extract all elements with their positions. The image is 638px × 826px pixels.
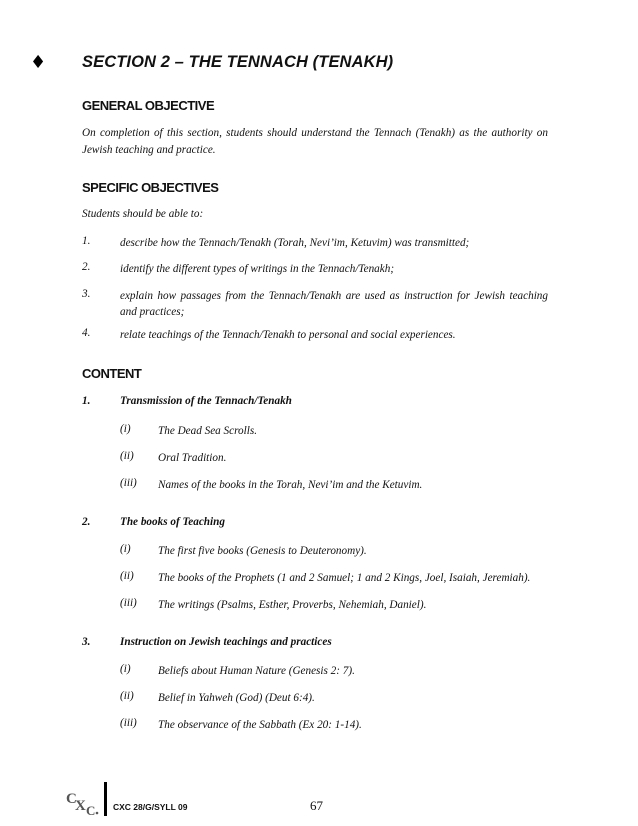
content-sub-num: (ii) [120,450,134,462]
content-group-num: 1. [82,395,91,407]
content-sub-text: Beliefs about Human Nature (Genesis 2: 7). [158,665,355,677]
footer-code: CXC 28/G/SYLL 09 [113,802,188,812]
specific-objectives-heading: SPECIFIC OBJECTIVES [82,180,219,195]
content-sub-text: The Dead Sea Scrolls. [158,425,258,437]
objective-text: identify the different types of writings in the Tennach/Tenakh; [120,263,395,275]
objective-num: 4. [82,327,91,339]
section-title: SECTION 2 – THE TENNACH (TENAKH) [82,53,394,71]
content-sub-num: (iii) [120,477,137,489]
content-sub-num: (iii) [120,597,137,609]
svg-text:X: X [75,798,86,814]
content-group-title: Instruction on Jewish teachings and practices [120,636,332,648]
page-number: 67 [310,798,323,813]
content-sub-text: The first five books (Genesis to Deuteronomy). [158,545,367,557]
objective-num: 3. [82,288,91,300]
content-group-num: 3. [82,636,91,648]
content-sub-text: Oral Tradition. [158,452,227,464]
content-heading: CONTENT [82,366,142,381]
content-sub-text: The writings (Psalms, Esther, Proverbs, Nehemiah, Daniel). [158,599,427,611]
svg-text:C: C [66,791,77,807]
svg-text:C: C [86,803,96,816]
content-group-num: 2. [82,516,91,528]
objective-num: 2. [82,261,91,273]
content-sub-text: The observance of the Sabbath (Ex 20: 1-14). [158,719,362,731]
objective-text: explain how passages from the Tennach/Tenakh are used as instruction for Jewish teaching [120,290,548,302]
content-sub-num: (i) [120,423,131,435]
general-objective-heading: GENERAL OBJECTIVE [82,98,215,113]
content-sub-num: (ii) [120,570,134,582]
general-objective-text [82,125,548,159]
content-sub-num: (i) [120,543,131,555]
cxc-logo-icon [66,788,100,816]
general-objective-line-2: Jewish teaching and practice. [82,144,216,156]
footer-divider [104,782,107,816]
specific-objectives-intro: Students should be able to: [82,208,204,220]
content-sub-num: (ii) [120,690,134,702]
general-objective-line-1: On completion of this section, students should understand the Tennach (Tenakh) as the authority on [82,127,548,139]
objective-text-continued: and practices; [120,306,185,318]
content-group-title: The books of Teaching [120,516,225,528]
objective-text: describe how the Tennach/Tenakh (Torah, Nevi’im, Ketuvim) was transmitted; [120,237,470,249]
content-sub-text: Names of the books in the Torah, Nevi’im and the Ketuvim. [158,479,423,491]
content-sub-text: Belief in Yahweh (God) (Deut 6:4). [158,692,315,704]
content-sub-num: (iii) [120,717,137,729]
bullet-icon: ♦ [30,52,47,73]
objective-text: relate teachings of the Tennach/Tenakh to personal and social experiences. [120,329,456,341]
content-sub-num: (i) [120,663,131,675]
content-group-title: Transmission of the Tennach/Tenakh [120,395,292,407]
objective-num: 1. [82,235,91,247]
content-sub-text: The books of the Prophets (1 and 2 Samuel; 1 and 2 Kings, Joel, Isaiah, Jeremiah). [158,572,531,584]
